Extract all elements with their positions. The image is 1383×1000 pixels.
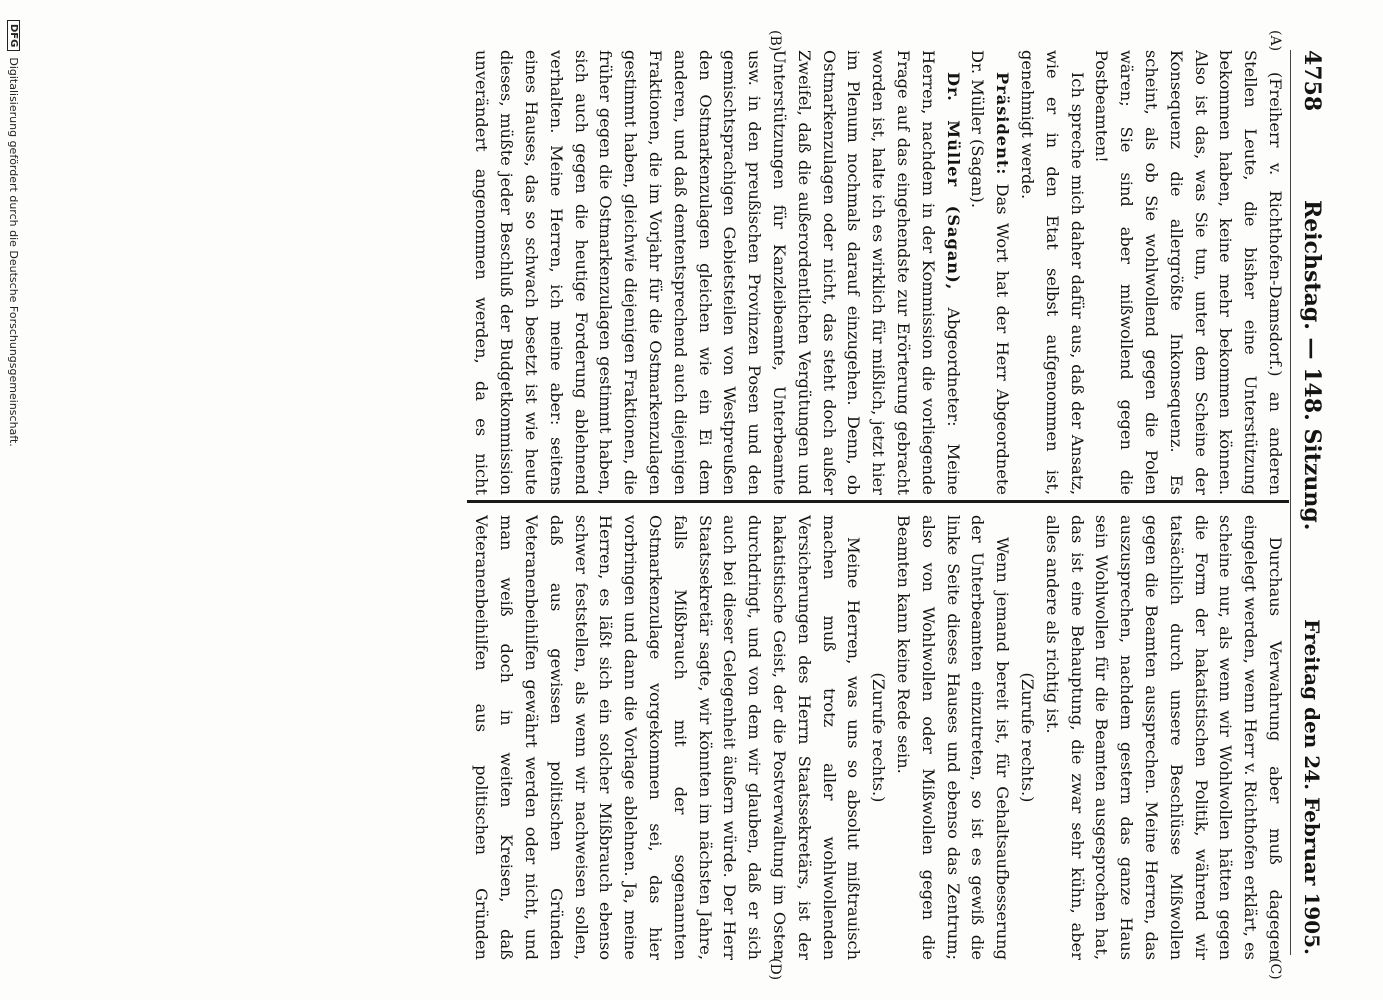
paragraph: [1089, 50, 1287, 495]
paragraph: [965, 50, 1015, 495]
paragraph-text: Wenn jemand bereit ist, für Gehaltsaufbesserung der Unterbeamten einzutreten, so ist es gewiß die linke Seite dieses Hauses und ebenso das Zentrum; also von Wohlwollen oder Mißwollen gegen die Beamten kann keine Rede sein.: [894, 515, 1013, 960]
column-divider: [467, 500, 1289, 503]
paragraph-text: Das Wort hat der Herr Abgeordnete Dr. Müller (Sagan).: [968, 50, 1013, 495]
margin-mark-d: (D): [767, 958, 783, 981]
paragraph: [467, 50, 965, 495]
session-title: Reichstag. — 148. Sitzung.: [1299, 200, 1325, 531]
header-rule: [1290, 50, 1291, 955]
paragraph: [890, 515, 1014, 960]
speaker-name: Dr. Müller (Sagan),: [943, 72, 963, 291]
paragraph-text: Meine Herren, was uns so absolut mißtrauisch machen muß trotz aller wohlwollenden Versicherungen des Herrn Staatssekretärs, ist der hakatistische Geist, der die Postverwaltung im Osten durchdringt, und von dem wir glauben, daß er sich auch bei dieser Gelegenheit äußern würde. Der Herr Staatssekretär sagte, wir könnten im nächsten Jahre, falls Mißbrauch mit der sogenannten Ostmarkenzulage vorgekommen sei, das hier vorbringen und dann die Vorlage ablehnen. Ja, meine Herren, es läßt sich ein solcher Mißbrauch ebenso schwer feststellen, als wenn wir nachweisen sollen, daß aus gewissen politischen Gründen Veteranenbeihilfen gewährt werden oder nicht, und man weiß doch in weiten Kreisen, daß Veteranenbeihilfen aus politischen Gründen: [472, 515, 864, 960]
paragraph: [1039, 515, 1287, 960]
footer-text: Digitalisierung gefördert durch die Deutsche Forschungsgemeinschaft.: [7, 57, 21, 447]
page-header: [1295, 50, 1329, 955]
left-column: [467, 50, 1287, 495]
paragraph: [865, 515, 890, 960]
margin-mark-b: (B): [767, 30, 783, 52]
paragraph-text: (Zurufe rechts.): [869, 672, 889, 803]
paragraph: [1014, 515, 1039, 960]
margin-mark-a: (A): [1267, 30, 1283, 52]
session-date: Freitag den 24. Februar 1905.: [1300, 619, 1324, 955]
paragraph-text: Durchaus Verwahrung aber muß dagegen eingelegt werden, wenn Herr v. Richthofen erklärt, es scheine nur, als wenn wir Wohlwollen hätten gegen die Form der hakatistischen Politik, während wir tatsächlich durch unsere Beschlüsse Mißwollen gegen die Beamten aussprechen. Meine Herren, das auszusprechen, nachdem gestern das ganze Haus sein Wohlwollen für die Beamten ausgesprochen hat, das ist eine Behauptung, die zwar sehr kühn, aber alles andere als richtig ist.: [1042, 515, 1285, 960]
right-column: [467, 515, 1287, 960]
page-number: 4758: [1299, 50, 1325, 112]
paragraph: [467, 515, 865, 960]
paragraph-text: (Zurufe rechts.): [1018, 672, 1038, 803]
footer: [5, 20, 23, 980]
paragraph-text: (Freiherr v. Richthofen-Damsdorf.) an anderen Stellen Leute, die bisher eine Unterstützung bekommen haben, keine mehr bekommen können. Also ist das, was Sie tun, unter dem Scheine der Konsequenz die allergrößte Inkonsequenz. Es scheint, als ob Sie wohlwollend gegen die Polen wären; Sie sind aber mißwollend gegen die Postbeamten!: [1092, 50, 1285, 495]
paragraph-text: Abgeordneter: Meine Herren, nachdem in der Kommission die vorliegende Frage auf das eingehendste zur Erörterung gebracht worden ist, halte ich es wirklich für mißlich, jetzt hier im Plenum nochmals darauf einzugehen. Denn, ob Ostmarkenzulagen oder nicht, das steht doch außer Zweifel, daß die außerordentlichen Vergütungen und Unterstützungen für Kanzleibeamte, Unterbeamte usw. in den preußischen Provinzen Posen und den gemischtsprachigen Gebietsteilen von Westpreußen den Ostmarkenzulagen gleichen wie ein Ei dem anderen, und daß demtentsprechend auch diejenigen Fraktionen, die im Vorjahr für die Ostmarkenzulagen gestimmt haben, gleichwie diejenigen Fraktionen, die früher gegen die Ostmarkenzulagen gestimmt haben, sich auch gegen die heutige Forderung ablehnend verhalten. Meine Herren, ich meine aber: seitens eines Hauses, das so schwach besetzt ist wie heute dieses, müßte jeder Beschluß der Budgetkommission unverändert angenommen werden, da es nicht: [472, 50, 963, 495]
dfg-logo: DFG: [8, 20, 21, 51]
margin-mark-c: (C): [1267, 958, 1283, 980]
speaker-name: Präsident:: [993, 72, 1013, 176]
paragraph-text: Ich spreche mich daher dafür aus, daß der Ansatz, wie er in den Etat selbst aufgenommen ist, genehmigt werde.: [1018, 50, 1087, 495]
paragraph: [1014, 50, 1088, 495]
